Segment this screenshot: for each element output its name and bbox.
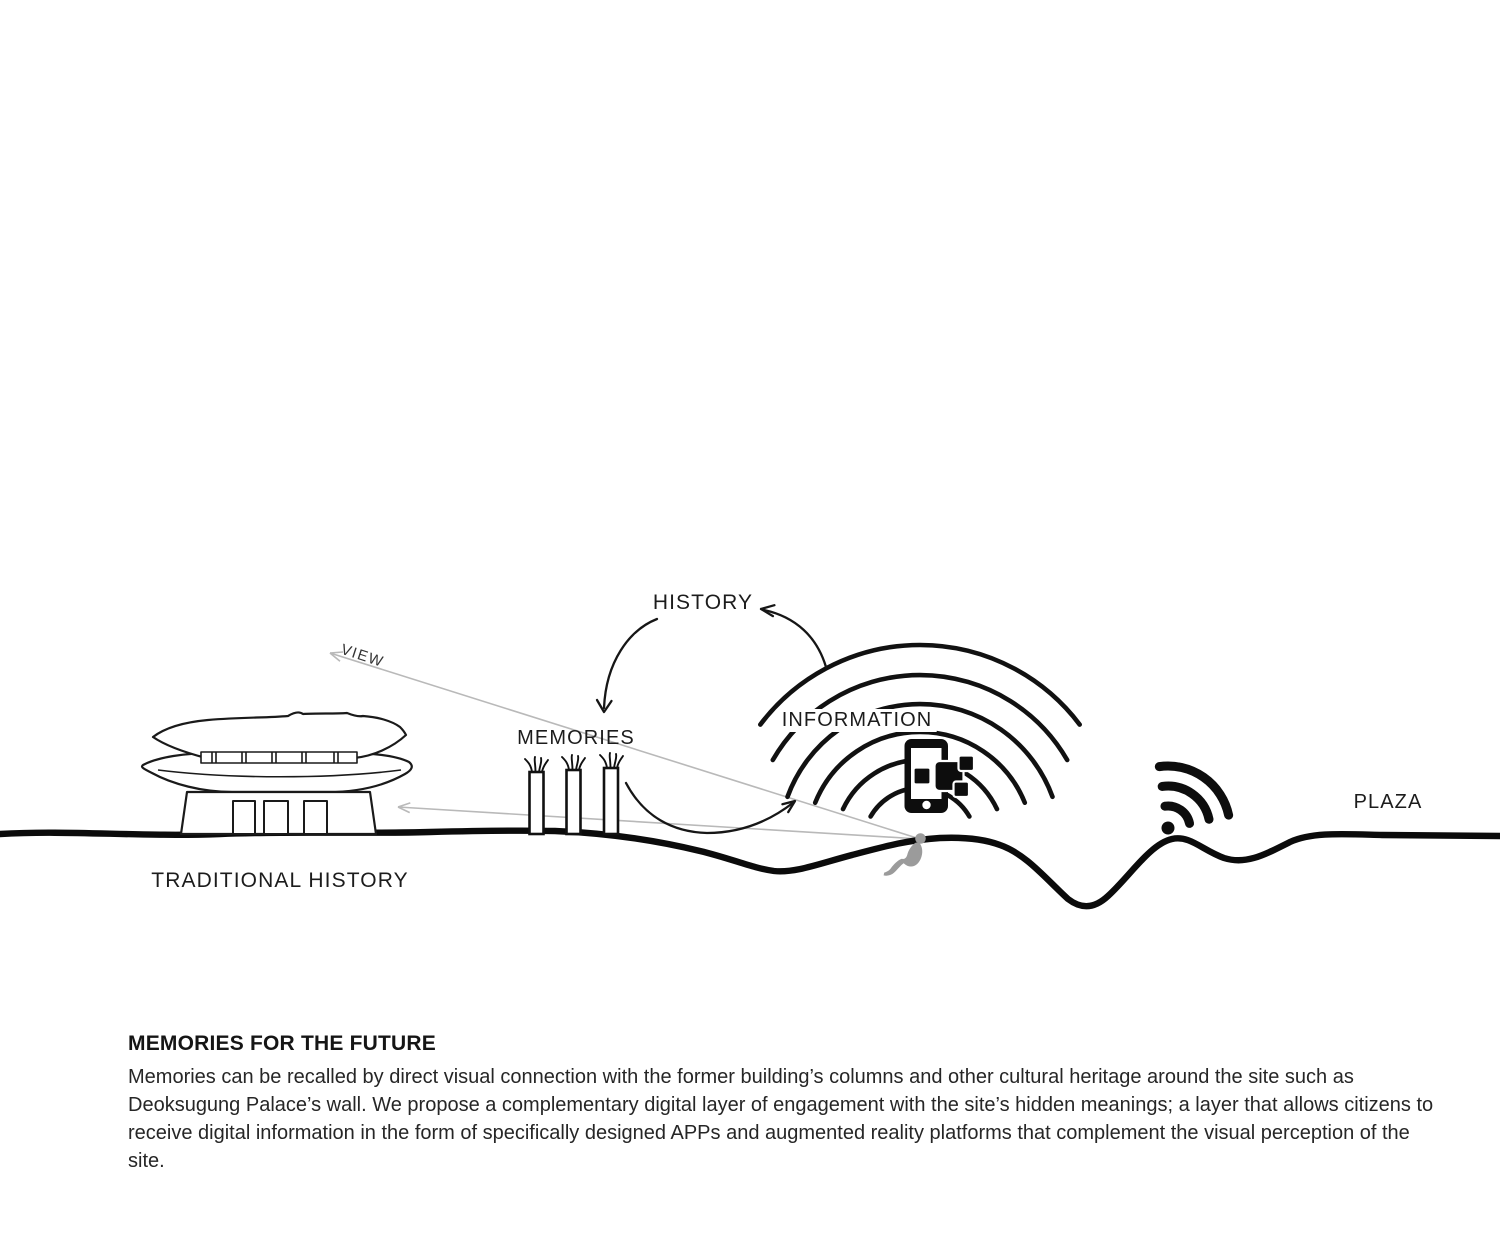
rebar-icon	[525, 757, 548, 772]
plaza-label: PLAZA	[1353, 791, 1423, 813]
data-square	[959, 756, 975, 772]
palace-doors	[233, 801, 327, 834]
palace-door	[304, 801, 327, 834]
palace-upper-roof	[153, 713, 406, 758]
memories-label: MEMORIES	[517, 727, 635, 749]
palace-icon	[142, 713, 412, 834]
traditional-history-label: TRADITIONAL HISTORY	[151, 869, 409, 892]
palace-door	[233, 801, 255, 834]
column	[562, 755, 585, 834]
palace-door	[264, 801, 288, 834]
view-label: VIEW	[338, 641, 387, 671]
data-square	[954, 782, 970, 798]
column	[600, 753, 623, 834]
rebar-icon	[562, 755, 585, 770]
data-square	[914, 768, 931, 785]
information-to-history-arrow	[764, 610, 826, 667]
rebar-icon	[600, 753, 623, 768]
history-label: HISTORY	[652, 591, 754, 614]
column	[525, 757, 548, 834]
palace-bracket-row	[201, 752, 357, 763]
caption-body: Memories can be recalled by direct visual connection with the former building’s columns and other cultural heritage around the site such as Deoksugung Palace’s wall. We propose a complementary digital layer of engagement with the site’s hidden meanings; a layer that allows citizens to receive digital information in the form of specifically designed APPs and augmented reality platforms that complement the visual perception of the site.	[128, 1066, 1434, 1172]
caption-block	[128, 1032, 1443, 1175]
memory-columns-icon	[525, 753, 623, 834]
information-label: INFORMATION	[778, 709, 937, 732]
smartphone-home-button	[922, 801, 930, 809]
smartphone-icon	[905, 739, 975, 813]
caption-heading: MEMORIES FOR THE FUTURE	[128, 1032, 436, 1055]
history-to-memories-arrow	[604, 619, 657, 708]
